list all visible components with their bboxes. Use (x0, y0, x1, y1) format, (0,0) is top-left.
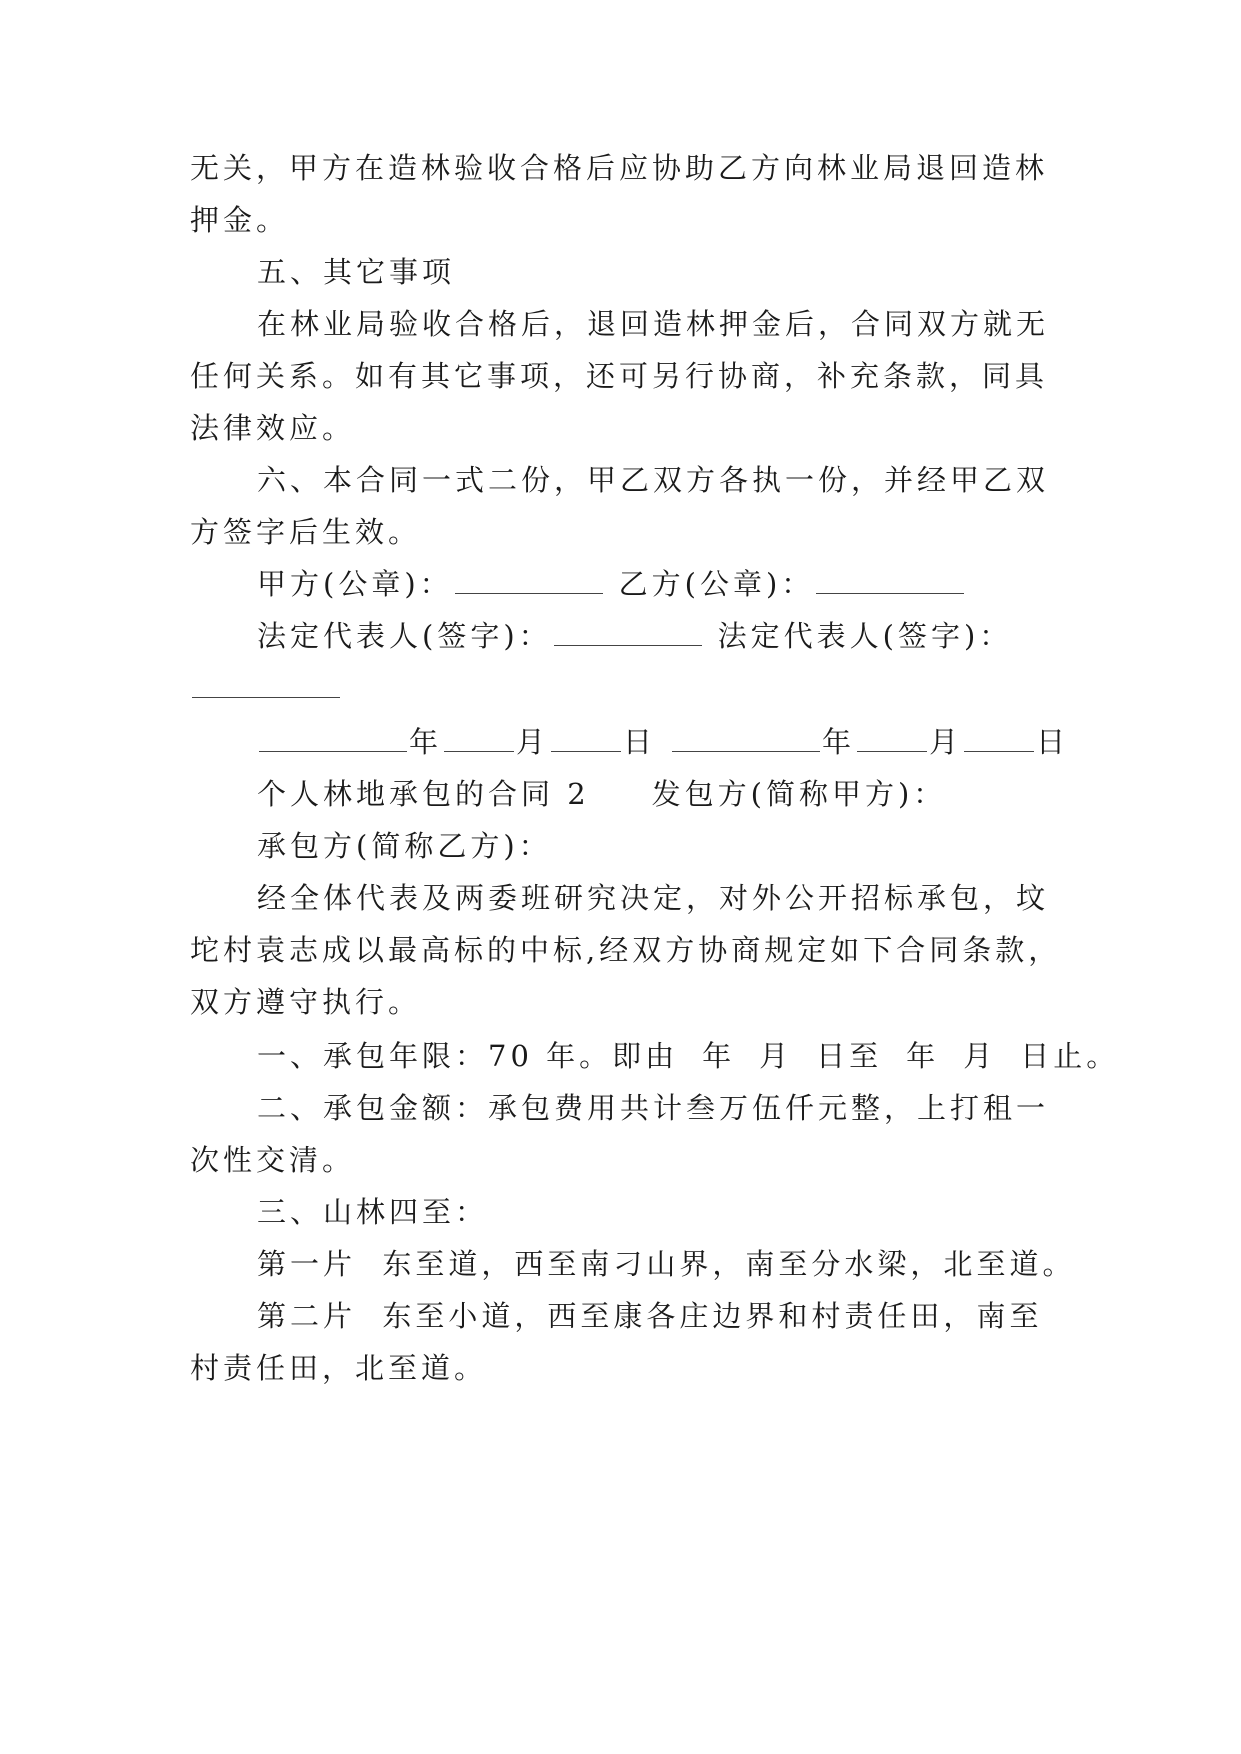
legal-rep-b-label: 法定代表人(签字)： (717, 619, 1013, 653)
paragraph-line: 双方遵守执行。 (190, 985, 422, 1019)
paragraph-line: 次性交清。 (190, 1143, 356, 1177)
legal-rep-a-label: 法定代表人(签字)： (257, 619, 552, 653)
paragraph-line: 二、承包金额：承包费用共计叁万伍仟元整，上打租一 (257, 1091, 1050, 1125)
party-a-seal-blank (455, 565, 603, 594)
legal-rep-b-blank (192, 669, 340, 698)
month-blank (857, 723, 927, 752)
paragraph-line: 第二片 东至小道，西至康各庄边界和村责任田，南至 (257, 1299, 1043, 1333)
legal-rep-line (257, 616, 1012, 656)
term-year2: 年 (906, 1039, 940, 1073)
section-heading: 三、山林四至： (257, 1195, 489, 1229)
day-label: 日 (623, 725, 657, 759)
party-b-seal-blank (816, 565, 964, 594)
party-a-seal-label: 甲方(公章)： (257, 567, 453, 601)
party-b-seal-label: 乙方(公章)： (618, 567, 815, 601)
paragraph-line: 在林业局验收合格后，退回造林押金后，合同双方就无 (257, 307, 1050, 341)
paragraph-line: 六、本合同一式二份，甲乙双方各执一份，并经甲乙双 (257, 463, 1050, 497)
term-month2: 月 (963, 1039, 997, 1073)
legal-rep-a-blank (554, 617, 702, 646)
paragraph-line: 坨村袁志成以最高标的中标,经双方协商规定如下合同条款， (190, 933, 1062, 967)
paragraph-line: 方签字后生效。 (190, 515, 422, 549)
day-blank (551, 723, 621, 752)
seal-line (257, 564, 966, 604)
paragraph-line: 无关，甲方在造林验收合格后应协助乙方向林业局退回造林 (190, 151, 1049, 185)
year-blank (672, 723, 820, 752)
day-label: 日 (1036, 725, 1070, 759)
paragraph-line: 经全体代表及两委班研究决定，对外公开招标承包，坟 (257, 881, 1050, 915)
term-line (257, 1036, 1119, 1076)
paragraph-line: 村责任田，北至道。 (190, 1351, 488, 1385)
contract2-party-b: 承包方(简称乙方)： (257, 829, 552, 863)
paragraph-line: 任何关系。如有其它事项，还可另行协商，补充条款，同具 (190, 359, 1049, 393)
contract2-party-a: 发包方(简称甲方)： (651, 777, 947, 811)
paragraph-line: 法律效应。 (190, 411, 356, 445)
paragraph-line: 第一片 东至道，西至南刁山界，南至分水梁，北至道。 (257, 1247, 1076, 1281)
contract2-header-line (257, 774, 946, 814)
term-month1: 月 (759, 1039, 793, 1073)
contract2-title: 个人林地承包的合同 2 (257, 777, 590, 811)
year-blank (259, 723, 407, 752)
date-line (257, 722, 1069, 762)
section-heading: 五、其它事项 (257, 255, 456, 289)
month-blank (444, 723, 514, 752)
term-day1: 日至 (816, 1039, 883, 1073)
day-blank (964, 723, 1034, 752)
month-label: 月 (929, 725, 963, 759)
year-label: 年 (409, 725, 443, 759)
paragraph-line: 押金。 (190, 203, 290, 237)
term-day2: 日止。 (1020, 1039, 1120, 1073)
year-label: 年 (822, 725, 856, 759)
term-year1: 年 (702, 1039, 736, 1073)
month-label: 月 (516, 725, 550, 759)
term-prefix: 一、承包年限：70 年。即由 (257, 1039, 679, 1073)
legal-rep-b-blank-line (190, 668, 342, 708)
